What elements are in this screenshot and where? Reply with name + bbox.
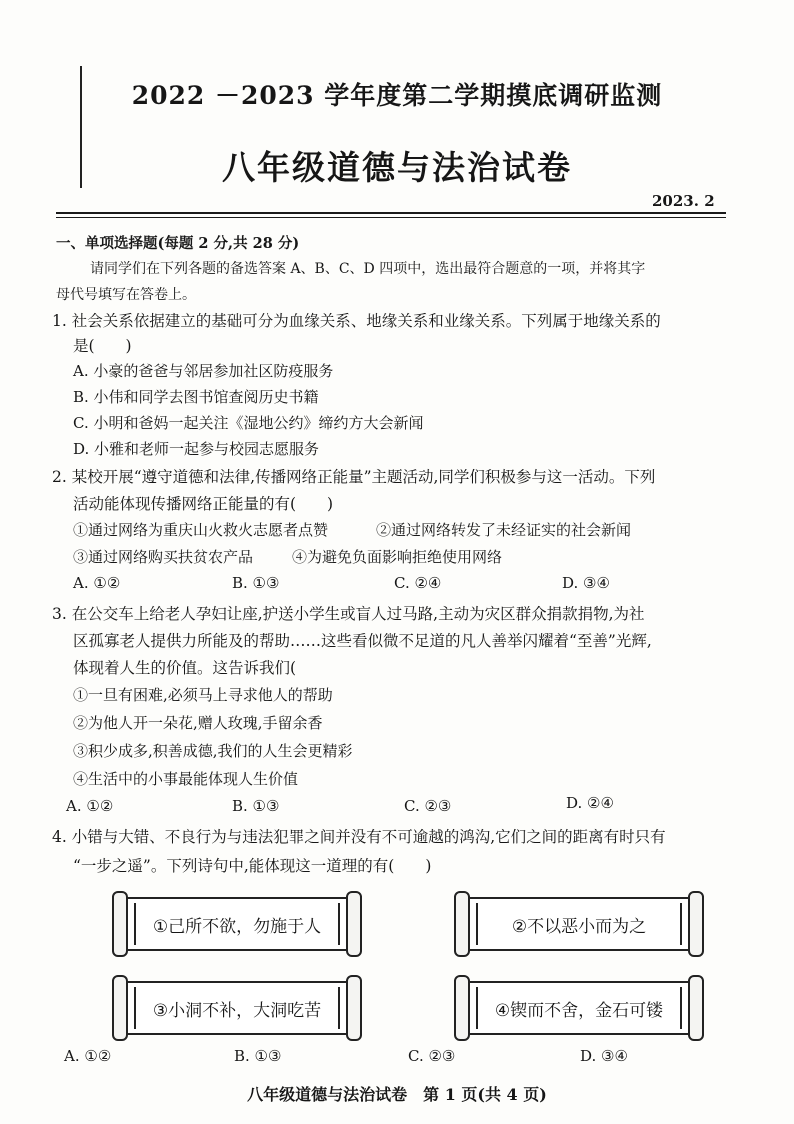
header-divider-thin: [56, 217, 726, 218]
q1-stem-line1: 1. 社会关系依据建立的基础可分为血缘关系、地缘关系和业缘关系。下列属于地缘关系的: [52, 312, 661, 330]
q2-item-1: ①通过网络为重庆山火救火志愿者点赞: [73, 521, 329, 539]
q2-stem-line1: 2. 某校开展“遵守道德和法律,传播网络正能量”主题活动,同学们积极参与这一活动。下列: [52, 468, 656, 486]
q3-stem-line2: 区孤寡老人提供力所能及的帮助……这些看似微不足道的凡人善举闪耀着“至善”光辉,: [73, 632, 652, 650]
q3-item-2: ②为他人开一朵花,赠人玫瑰,手留余香: [73, 714, 323, 732]
q2-item-2: ②通过网络转发了未经证实的社会新闻: [376, 521, 632, 539]
q1-option-b: B. 小伟和同学去图书馆查阅历史书籍: [73, 388, 319, 406]
q4-choice-d: D. ③④: [580, 1047, 628, 1065]
q4-choice-b: B. ①③: [234, 1047, 282, 1065]
q1-option-c: C. 小明和爸妈一起关注《湿地公约》缔约方大会新闻: [73, 414, 424, 432]
q4-choice-a: A. ①②: [64, 1047, 112, 1065]
q2-item-4: ④为避免负面影响拒绝使用网络: [292, 548, 503, 566]
q2-choice-a: A. ①②: [73, 574, 121, 592]
q4-choice-c: C. ②③: [408, 1047, 456, 1065]
q4-stem-line2: “一步之遥”。下列诗句中,能体现这一道理的有( ): [73, 857, 432, 875]
section-heading: 一、单项选择题(每题 2 分,共 28 分): [56, 235, 300, 252]
q4-scroll-3: [118, 981, 356, 1035]
q4-scroll-2: [460, 897, 698, 951]
q3-item-4: ④生活中的小事最能体现人生价值: [73, 770, 299, 788]
q3-choice-d: D. ②④: [566, 794, 614, 812]
q2-choice-d: D. ③④: [562, 574, 610, 592]
q1-option-d: D. 小雅和老师一起参与校园志愿服务: [73, 440, 320, 458]
q4-scroll-4: [460, 981, 698, 1035]
q1-option-a: A. 小豪的爸爸与邻居参加社区防疫服务: [73, 362, 334, 380]
exam-title: 2022 －2023 学年度第二学期摸底调研监测: [131, 81, 663, 110]
exam-date: 2023. 2: [652, 192, 715, 210]
q3-choice-a: A. ①②: [66, 797, 114, 815]
q2-item-3: ③通过网络购买扶贫农产品: [73, 548, 254, 566]
page-footer: 八年级道德与法治试卷 第 1 页(共 4 页): [247, 1085, 547, 1104]
q2-stem-line2: 活动能体现传播网络正能量的有( ): [73, 495, 334, 513]
q3-choice-b: B. ①③: [232, 797, 280, 815]
q2-choice-c: C. ②④: [394, 574, 442, 592]
q4-scroll-2-text: ②不以恶小而为之: [511, 916, 647, 937]
q1-stem-line2: 是( ): [73, 337, 132, 355]
q3-item-3: ③积少成多,积善成德,我们的人生会更精彩: [73, 742, 353, 760]
q3-choice-c: C. ②③: [404, 797, 452, 815]
paper-title: 八年级道德与法治试卷: [222, 148, 572, 187]
q3-stem-line3: 体现着人生的价值。这告诉我们(: [73, 659, 297, 677]
section-instruction-line1: 请同学们在下列各题的备选答案 A、B、C、D 四项中，选出最符合题意的一项，并将其字: [90, 261, 646, 277]
q4-scroll-3-text: ③小洞不补，大洞吃苦: [152, 1000, 322, 1021]
q4-scroll-4-text: ④锲而不舍，金石可镂: [494, 1000, 664, 1021]
q4-scroll-1: [118, 897, 356, 951]
header-divider: [56, 212, 726, 214]
q3-item-1: ①一旦有困难,必须马上寻求他人的帮助: [73, 686, 333, 704]
q3-stem-line1: 3. 在公交车上给老人孕妇让座,护送小学生或盲人过马路,主动为灾区群众捐款捐物,为社: [52, 605, 645, 623]
q2-choice-b: B. ①③: [232, 574, 280, 592]
section-instruction-line2: 母代号填写在答卷上。: [56, 287, 196, 303]
q4-stem-line1: 4. 小错与大错、不良行为与违法犯罪之间并没有不可逾越的鸿沟,它们之间的距离有时只有: [52, 828, 666, 846]
q4-scroll-1-text: ①己所不欲，勿施于人: [152, 916, 322, 937]
